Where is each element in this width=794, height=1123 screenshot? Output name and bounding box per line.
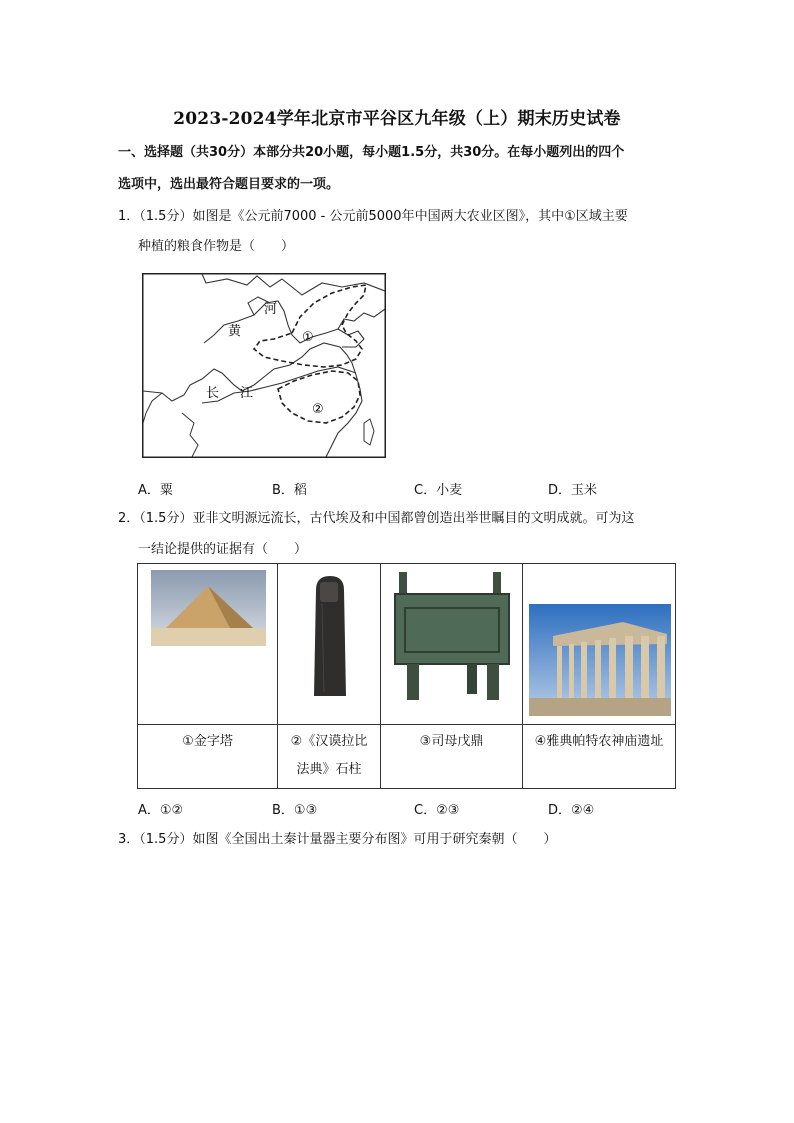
code-of-hammurabi-image <box>278 564 380 724</box>
map-label-huang: 黄 <box>228 324 242 339</box>
ding-cell <box>381 564 523 725</box>
q1-option-c[interactable]: C．小麦 <box>414 483 463 498</box>
q1-option-a[interactable]: A．粟 <box>138 483 173 498</box>
q2-option-c[interactable]: C．②③ <box>414 803 460 818</box>
map-figure <box>142 273 386 458</box>
q2-option-b[interactable]: B．①③ <box>272 803 318 818</box>
caption-ding: ③司母戊鼎 <box>381 725 523 789</box>
pyramid-image <box>138 564 277 724</box>
caption-code: ②《汉谟拉比 法典》石柱 <box>278 725 381 789</box>
code-stele-cell <box>278 564 381 725</box>
map-label-region-1: ① <box>302 330 314 345</box>
caption-pyramid: ①金字塔 <box>138 725 278 789</box>
caption-parthenon: ④雅典帕特农神庙遗址 <box>523 725 676 789</box>
q1-option-b[interactable]: B．稻 <box>272 483 307 498</box>
map-label-jiang: 江 <box>240 386 254 401</box>
question-2-stem: 2．（1.5分）亚非文明源远流长，古代埃及和中国都曾创造出举世瞩目的文明成就。可为这 <box>118 511 635 526</box>
question-1-stem: 1．（1.5分）如图是《公元前7000 - 公元前5000年中国两大农业区图》，其中①区域主要 <box>118 209 628 224</box>
parthenon-image <box>523 564 675 724</box>
q2-option-a[interactable]: A．①② <box>138 803 184 818</box>
map-label-he: 河 <box>264 302 278 317</box>
question-3-stem: 3．（1.5分）如图《全国出土秦计量器主要分布图》可用于研究秦朝（ ） <box>118 832 557 847</box>
question-2-stem-cont: 一结论提供的证据有（ ） <box>138 542 308 557</box>
q2-option-d[interactable]: D．②④ <box>548 803 595 818</box>
pyramid-cell <box>138 564 278 725</box>
question-1-stem-cont: 种植的粮食作物是（ ） <box>138 239 295 254</box>
evidence-table <box>137 563 676 789</box>
section-instructions-line2: 选项中，选出最符合题目要求的一项。 <box>118 177 340 192</box>
map-label-region-2: ② <box>312 402 324 417</box>
section-instructions-line1: 一、选择题（共30分）本部分共20小题，每小题1.5分，共30分。在每小题列出的四个 <box>118 145 625 160</box>
agriculture-region-map <box>142 273 386 458</box>
parthenon-cell <box>523 564 676 725</box>
simuwu-ding-image <box>381 564 522 724</box>
q1-option-d[interactable]: D．玉米 <box>548 483 598 498</box>
page-title: 2023-2024学年北京市平谷区九年级（上）期末历史试卷 <box>173 109 621 129</box>
map-label-chang: 长 <box>206 386 220 401</box>
